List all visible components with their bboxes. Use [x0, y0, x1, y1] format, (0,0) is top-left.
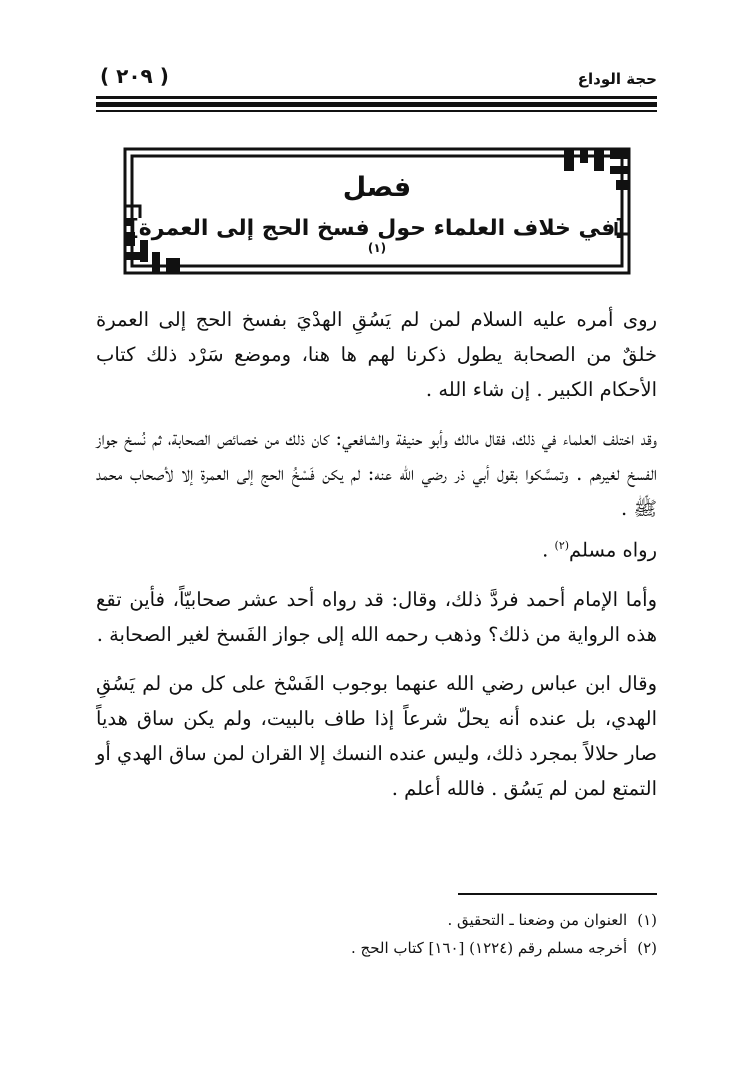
paragraph-4: وقال ابن عباس رضي الله عنهما بوجوب الفَسْخ على كل من لم يَسُقِ الهدي، بل عنده أنه يحلّ شرعاً إذا طاف بالبيت، ولم يكن ساق هدياً صار حلالاً بمجرد ذلك، وليس عنده النسك إلا القران لمن ساق الهدي أو التمتع لمن لم يَسُق . فالله أعلم . — [96, 671, 657, 800]
page-header — [96, 64, 657, 92]
footnote-2 — [96, 934, 657, 962]
chapter-subtitle-text: [في خلاف العلماء حول فسخ الحج إلى العمرة] — [128, 216, 626, 241]
footnote-ref-2: (٢) — [554, 539, 570, 552]
footnote-number: (٢) — [637, 939, 657, 957]
chapter-subtitle — [122, 216, 632, 266]
footnotes — [96, 906, 657, 962]
chapter-heading-frame — [122, 146, 632, 276]
footnote-ref-1: (١) — [367, 241, 387, 255]
header-rule-thin-top — [96, 96, 657, 99]
muslim-line-text: رواه مسلم — [569, 538, 657, 562]
paragraph-3: وأما الإمام أحمد فردَّ ذلك، وقال: قد رواه أحد عشر صحابيّاً، فأين تقع هذه الرواية من ذلك؟ وذهب رحمه الله إلى جواز الفَسخ لغير الصحابة . — [96, 587, 657, 646]
header-rule-thick — [96, 102, 657, 107]
page-number: ( ٢٠٩ ) — [100, 64, 169, 88]
paragraph-2: وقد اختلف العلماء في ذلك، فقال مالك وأبو حنيفة والشافعي: كان ذلك من خصائص الصحابة، ثم نُسخ جواز الفسخ لغيرهم . وتمسَّكوا بقول أبي ذر رضي الله عنه: لم يكن فَسْخُ الحج إلى العمرة إلا لأصحاب محمد ﷺ . — [96, 427, 657, 520]
main-text — [96, 302, 657, 806]
footnote-separator — [458, 893, 657, 895]
footnote-text: العنوان من وضعنا ـ التحقيق . — [447, 911, 628, 929]
footnote-1 — [96, 906, 657, 934]
paragraph-muslim — [96, 528, 657, 568]
footnote-number: (١) — [637, 911, 657, 929]
footnote-text: أخرجه مسلم رقم (١٢٢٤) [١٦٠] كتاب الحج . — [350, 939, 628, 957]
book-title: حجة الوداع — [577, 70, 657, 88]
header-rule-thin-bottom — [96, 110, 657, 112]
chapter-title: فصل — [342, 172, 412, 203]
muslim-line-tail: . — [542, 538, 555, 562]
paragraph-1: روى أمره عليه السلام لمن لم يَسُقِ الهدْيَ بفسخ الحج إلى العمرة خلقٌ من الصحابة يطول ذكرنا لهم ها هنا، وموضع سَرْد ذلك كتاب الأحكام الكبير . إن شاء الله . — [96, 308, 657, 401]
